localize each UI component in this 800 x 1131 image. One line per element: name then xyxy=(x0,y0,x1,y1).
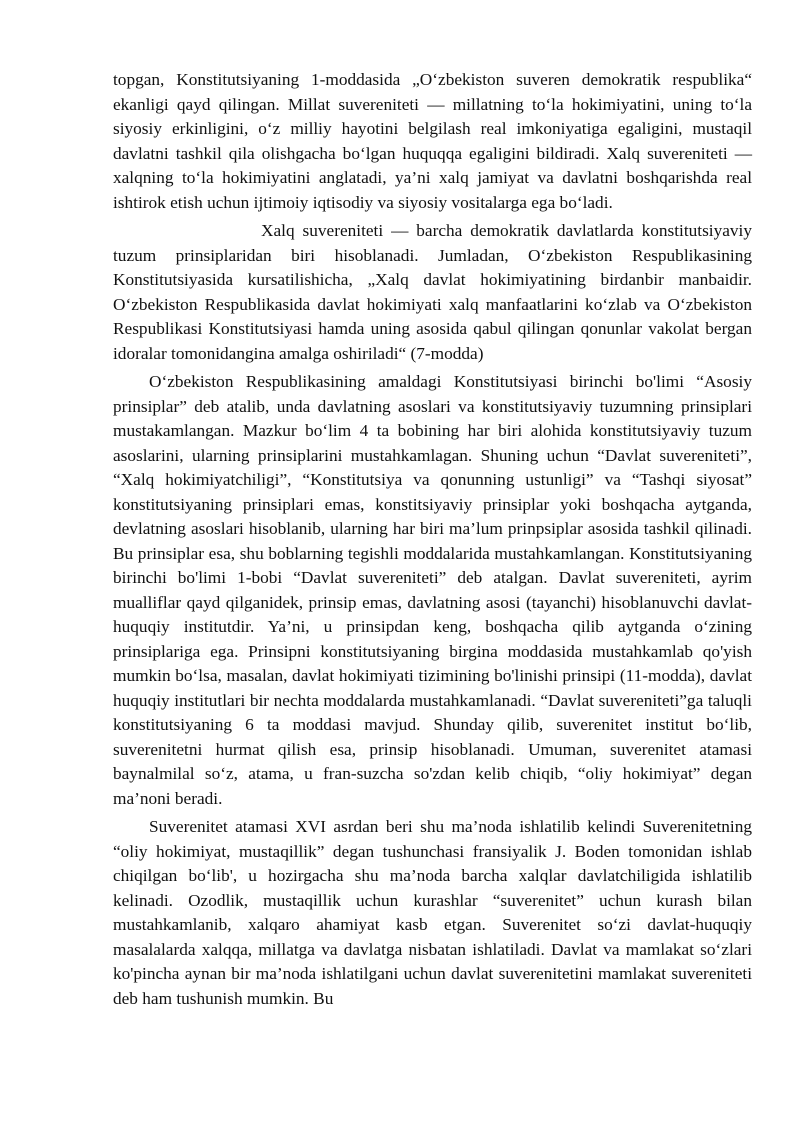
paragraph-sovereignty-term: Suverenitet atamasi XVI asrdan beri shu ma’noda ishlatilib kelindi Suverenitetning “oliy hokimiyat, mustaqillik” degan tushunchasi fransiyalik J. Boden tomonidan ishlab chiqilgan bo‘lib', u hozirgacha shu ma’noda barcha xalqlar davlatchiligida ishlatilib kelinadi. Ozodlik, mustaqillik uchun kurashlar “suverenitet” uchun kurash bilan mustahkamlanib, xalqaro ahamiyat kasb etgan. Suverenitet so‘zi davlat-huquqiy masalalarda xalqqa, millatga va davlatga nisbatan ishlatiladi. Davlat va mamlakat so‘zlari ko'pincha aynan bir ma’noda ishlatilgani uchun davlat suverenitetini mamlakat suvereniteti deb ham tushunish mumkin. Bu xyxy=(113,817,752,1008)
paragraph-sovereignty-intro: topgan, Konstitutsiyaning 1-moddasida „O‘zbekiston suveren demokratik respublika“ ekanligi qayd qilingan. Millat suvereniteti — millatning to‘la hokimiyatini, uning to‘la siyosiy erkinligini, o‘z milliy hayotini belgilash real imkoniyatiga egaligini, mustaqil davlatni tashkil qila olishgacha bo‘lgan huquqqa egaligini bildiradi. Xalq suvereniteti — xalqning to‘la hokimiyatini anglatadi, ya’ni xalq jamiyat va davlatni boshqarishda real ishtirok etish uchun ijtimoiy iqtisodiy va siyosiy vositalarga ega bo‘ladi. xyxy=(113,70,752,212)
paragraph-constitution-principles: O‘zbekiston Respublikasining amaldagi Konstitutsiyasi birinchi bo'limi “Asosiy prinsiplar” deb atalib, unda davlatning asoslari va konstitutsiyaviy tuzumning prinsiplari mustakamlangan. Mazkur bo‘lim 4 ta bobining har biri alohida konstitutsiyaviy tuzum asoslarini, ularning prinsiplarini mustahkamlagan. Shuning uchun “Davlat suvereniteti”, “Xalq hokimiyatchiligi”, “Konstitutsiya va qonunning ustunligi” va “Tashqi siyosat” konstitutsiyaning prinsiplari emas, konstitsiyaviy prinsiplar yoki boshqacha aytganda, devlatning asoslari hisoblanib, ularning har biri ma’lum prinpsiplar asosida tashkil qilinadi. Bu prinsiplar esa, shu boblarning tegishli moddalarida mustahkamlangan. Konstitutsiyaning birinchi bo'limi 1-bobi “Davlat suvereniteti” deb atalgan. Davlat suvereniteti, ayrim mualliflar qayd qilganidek, prinsip emas, davlatning asosi (tayanchi) hisoblanuvchi davlat- huquqiy institutdir. Ya’ni, u prinsipdan keng, boshqacha qilib aytganda o‘zining prinsiplariga ega. Prinsipni konstitutsiyaning birgina moddasida mustahkamlab qo'yish mumkin bo‘lsa, masalan, davlat hokimiyati tizimining bo'linishi prinsipi (11-modda), davlat huquqiy institutlari bir nechta moddalarda mustahkamlanadi. “Davlat suvereniteti”ga taluqli konstitutsiyaning 6 ta moddasi mavjud. Shunday qilib, suverenitet institut bo‘lib, suverenitetni hurmat qilish esa, prinsip hisoblanadi. Umuman, suverenitet atamasi baynalmilal so‘z, atama, u fran-suzcha so'zdan kelib chiqib, “oliy hokimiyat” degan ma’noni beradi. xyxy=(113,372,752,808)
paragraph-people-sovereignty: Xalq suvereniteti — barcha demokratik davlatlarda konstitutsiyaviy tuzum prinsiplaridan biri hisoblanadi. Jumladan, O‘zbekiston Respublikasining Konstitutsiyasida kursatilishicha, „Xalq davlat hokimiyatining birdanbir manbaidir. O‘zbekiston Respublikasida davlat hokimiyati xalq manfaatlarini ko‘zlab va O‘zbekiston Respublikasi Konstitutsiyasi hamda uning asosida qabul qilingan qonunlar vakolat bergan idoralar tomonidangina amalga oshiriladi“ (7-modda) xyxy=(113,221,752,363)
document-page xyxy=(113,68,752,1015)
